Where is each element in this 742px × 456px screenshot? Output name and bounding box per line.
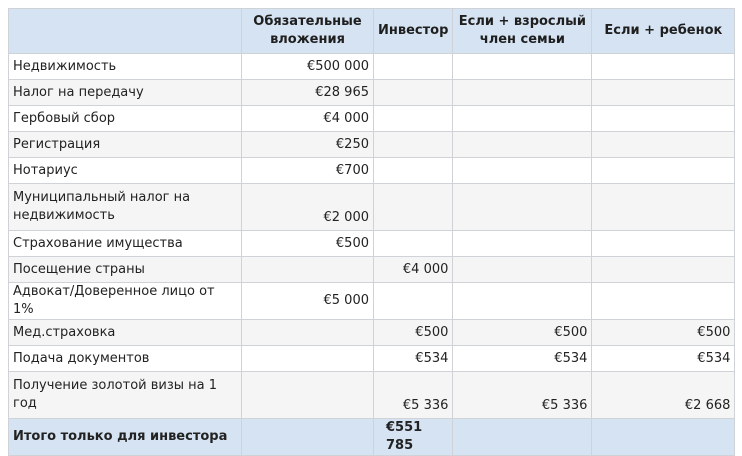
cell-child [592, 158, 735, 184]
cell-adult-family [453, 158, 592, 184]
header-cell-child: Если + ребенок [592, 9, 735, 54]
table-row [9, 231, 735, 257]
cell-adult-family [453, 54, 592, 80]
cell-mandatory [242, 257, 374, 283]
total-label: Итого только для инвестора [9, 419, 242, 456]
cell-adult-family [453, 283, 592, 320]
cell-investor [374, 106, 453, 132]
cell-adult-family [453, 257, 592, 283]
cell-investor: €534 [374, 346, 453, 372]
cell-mandatory: €500 000 [242, 54, 374, 80]
cell-child [592, 80, 735, 106]
cell-investor [374, 54, 453, 80]
cell-mandatory: €2 000 [242, 184, 374, 231]
cell-mandatory: €4 000 [242, 106, 374, 132]
table-row [9, 158, 735, 184]
header-cell-adult-family: Если + взрослый член семьи [453, 9, 592, 54]
total-row [9, 419, 735, 456]
cell-adult-family [453, 106, 592, 132]
cell-child [592, 231, 735, 257]
cost-table [8, 8, 735, 456]
table-row [9, 184, 735, 231]
cell-mandatory: €500 [242, 231, 374, 257]
row-label: Посещение страны [9, 257, 242, 283]
row-label: Муниципальный налог на недвижимость [9, 184, 242, 231]
total-cell-child [592, 419, 735, 456]
row-label: Получение золотой визы на 1 год [9, 372, 242, 419]
row-label: Мед.страховка [9, 320, 242, 346]
cell-investor: €5 336 [374, 372, 453, 419]
row-label: Гербовый сбор [9, 106, 242, 132]
cell-investor [374, 80, 453, 106]
cell-mandatory [242, 372, 374, 419]
row-label: Налог на передачу [9, 80, 242, 106]
cell-child [592, 257, 735, 283]
table-row [9, 80, 735, 106]
total-cell-adult-family [453, 419, 592, 456]
table-row [9, 106, 735, 132]
table-row [9, 283, 735, 320]
cell-child [592, 184, 735, 231]
cell-investor [374, 158, 453, 184]
table-row [9, 54, 735, 80]
row-label: Страхование имущества [9, 231, 242, 257]
cell-adult-family: €500 [453, 320, 592, 346]
cost-table-container [8, 8, 735, 456]
cell-investor [374, 231, 453, 257]
cell-investor [374, 132, 453, 158]
cell-adult-family [453, 80, 592, 106]
cell-adult-family [453, 231, 592, 257]
table-row [9, 257, 735, 283]
header-cell-investor: Инвестор [374, 9, 453, 54]
cell-mandatory [242, 346, 374, 372]
table-row [9, 132, 735, 158]
cell-investor: €500 [374, 320, 453, 346]
total-cell-investor: €551 785 [374, 419, 453, 456]
cell-child [592, 132, 735, 158]
header-cell-label [9, 9, 242, 54]
cell-investor [374, 184, 453, 231]
table-row [9, 372, 735, 419]
cell-child [592, 106, 735, 132]
cell-mandatory [242, 320, 374, 346]
cell-child [592, 283, 735, 320]
row-label: Подача документов [9, 346, 242, 372]
cell-investor [374, 283, 453, 320]
cell-adult-family: €5 336 [453, 372, 592, 419]
total-cell-mandatory [242, 419, 374, 456]
cell-child: €2 668 [592, 372, 735, 419]
cell-adult-family [453, 132, 592, 158]
table-row [9, 346, 735, 372]
cell-adult-family: €534 [453, 346, 592, 372]
cell-mandatory: €28 965 [242, 80, 374, 106]
row-label: Адвокат/Доверенное лицо от 1% [9, 283, 242, 320]
cell-mandatory: €250 [242, 132, 374, 158]
row-label: Нотариус [9, 158, 242, 184]
cell-child: €500 [592, 320, 735, 346]
cell-investor: €4 000 [374, 257, 453, 283]
cell-adult-family [453, 184, 592, 231]
cell-child: €534 [592, 346, 735, 372]
header-row [9, 9, 735, 54]
header-cell-mandatory: Обязательные вложения [242, 9, 374, 54]
cell-mandatory: €5 000 [242, 283, 374, 320]
row-label: Недвижимость [9, 54, 242, 80]
cell-child [592, 54, 735, 80]
cell-mandatory: €700 [242, 158, 374, 184]
row-label: Регистрация [9, 132, 242, 158]
table-row [9, 320, 735, 346]
